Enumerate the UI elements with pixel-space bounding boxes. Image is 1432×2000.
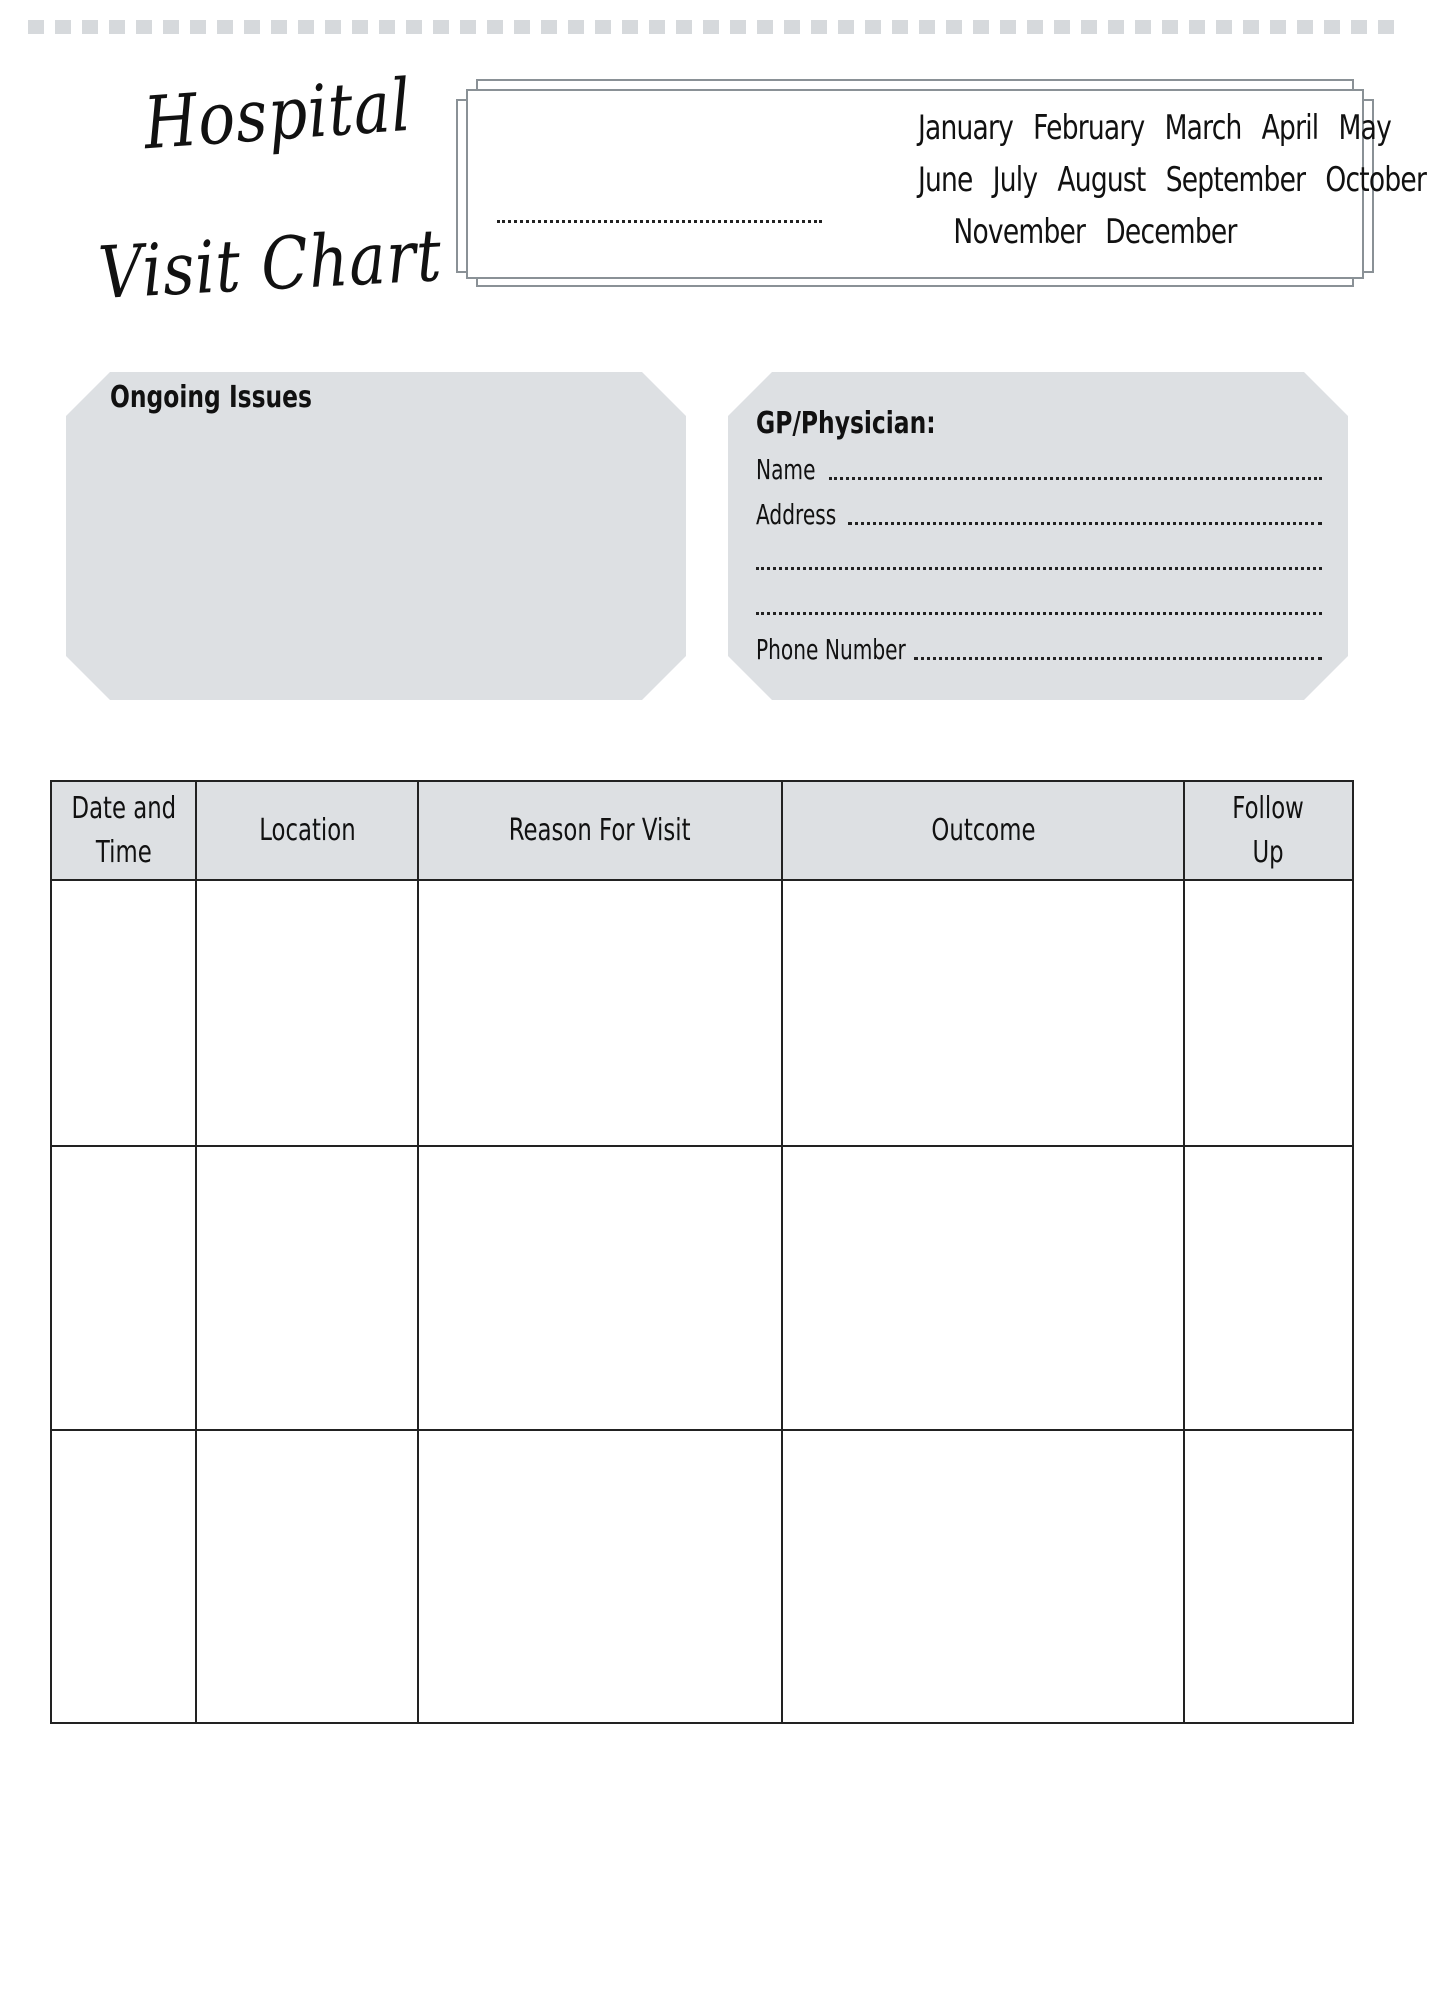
strip-square [784,20,800,34]
strip-square [1270,20,1286,34]
strip-square [109,20,125,34]
strip-square [1108,20,1124,34]
header-reason [418,781,782,880]
cell-reason[interactable] [418,1430,782,1723]
strip-square [217,20,233,34]
header-date-time [51,781,196,880]
table-header-row [51,781,1353,880]
cell-follow-up[interactable] [1184,880,1353,1146]
month-may[interactable]: May [1338,108,1392,148]
month-july[interactable]: July [992,160,1038,200]
month-name-line[interactable] [497,220,822,223]
strip-square [406,20,422,34]
cell-location[interactable] [196,1146,418,1430]
month-december[interactable]: December [1105,212,1237,252]
header-follow-up [1184,781,1353,880]
table-row [51,1146,1353,1430]
strip-square [973,20,989,34]
strip-square [946,20,962,34]
cell-outcome[interactable] [782,1430,1184,1723]
strip-square [1324,20,1340,34]
strip-square [1135,20,1151,34]
strip-square [1297,20,1313,34]
cell-date-time[interactable] [51,1146,196,1430]
table-row [51,1430,1353,1723]
cell-reason[interactable] [418,1146,782,1430]
strip-square [379,20,395,34]
address-label: Address [756,498,837,531]
month-november[interactable]: November [953,212,1086,252]
name-line[interactable] [829,477,1322,480]
header-text: Location [258,812,356,848]
strip-square [865,20,881,34]
strip-square [1351,20,1367,34]
strip-square [649,20,665,34]
strip-square [1378,20,1394,34]
strip-square [1000,20,1016,34]
visit-table [50,780,1354,1724]
strip-square [1081,20,1097,34]
header-text: Time [95,834,152,870]
strip-square [460,20,476,34]
table-row [51,880,1353,1146]
strip-square [1216,20,1232,34]
month-february[interactable]: February [1033,108,1145,148]
strip-square [1054,20,1070,34]
strip-square [568,20,584,34]
strip-square [595,20,611,34]
cell-outcome[interactable] [782,1146,1184,1430]
month-april[interactable]: April [1261,108,1319,148]
month-list [860,102,1427,258]
name-label: Name [756,453,816,486]
strip-square [352,20,368,34]
strip-square [757,20,773,34]
month-june[interactable]: June [917,160,973,200]
strip-square [325,20,341,34]
header-location [196,781,418,880]
strip-square [271,20,287,34]
strip-square [244,20,260,34]
strip-square [1162,20,1178,34]
physician-address-field-2[interactable] [756,540,1322,576]
strip-square [55,20,71,34]
cell-follow-up[interactable] [1184,1146,1353,1430]
cell-location[interactable] [196,1430,418,1723]
physician-address-field[interactable] [756,495,1322,531]
strip-square [28,20,44,34]
physician-phone-field[interactable] [756,630,1322,666]
header-outcome [782,781,1184,880]
month-march[interactable]: March [1164,108,1242,148]
month-august[interactable]: August [1057,160,1146,200]
cell-reason[interactable] [418,880,782,1146]
month-row-1 [912,102,1392,154]
strip-square [730,20,746,34]
header-text: Outcome [930,812,1036,848]
strip-square [163,20,179,34]
strip-square [136,20,152,34]
strip-square [703,20,719,34]
strip-square [919,20,935,34]
address-line-3[interactable] [756,612,1322,615]
strip-square [433,20,449,34]
month-row-3 [912,206,1279,258]
header-text: Follow [1232,790,1305,826]
month-january[interactable]: January [917,108,1014,148]
header-text: Date and [71,790,176,826]
physician-name-field[interactable] [756,450,1322,486]
strip-square [892,20,908,34]
strip-square [1027,20,1043,34]
cell-follow-up[interactable] [1184,1430,1353,1723]
strip-square [838,20,854,34]
strip-square [82,20,98,34]
strip-square [622,20,638,34]
ongoing-issues-panel[interactable] [66,372,686,700]
phone-line[interactable] [914,657,1322,660]
cell-date-time[interactable] [51,880,196,1146]
strip-square [1243,20,1259,34]
title-line-2: Visit Chart [96,213,444,315]
month-september[interactable]: September [1165,160,1306,200]
strip-square [298,20,314,34]
strip-square [514,20,530,34]
month-october[interactable]: October [1325,160,1427,200]
strip-square [811,20,827,34]
physician-address-field-3[interactable] [756,585,1322,621]
physician-heading: GP/Physician: [756,406,936,441]
ongoing-issues-heading: Ongoing Issues [110,380,312,415]
cell-date-time[interactable] [51,1430,196,1723]
month-row-2 [912,154,1427,206]
cell-location[interactable] [196,880,418,1146]
phone-label: Phone Number [756,633,906,666]
strip-square [676,20,692,34]
strip-square [190,20,206,34]
strip-square [1189,20,1205,34]
header-text: Reason For Visit [509,812,691,848]
header-text: Up [1252,834,1285,870]
address-line-1[interactable] [848,522,1322,525]
strip-square [487,20,503,34]
top-dotted-strip [28,18,1388,36]
title-line-1: Hospital [141,62,415,166]
strip-square [541,20,557,34]
address-line-2[interactable] [756,567,1322,570]
cell-outcome[interactable] [782,880,1184,1146]
